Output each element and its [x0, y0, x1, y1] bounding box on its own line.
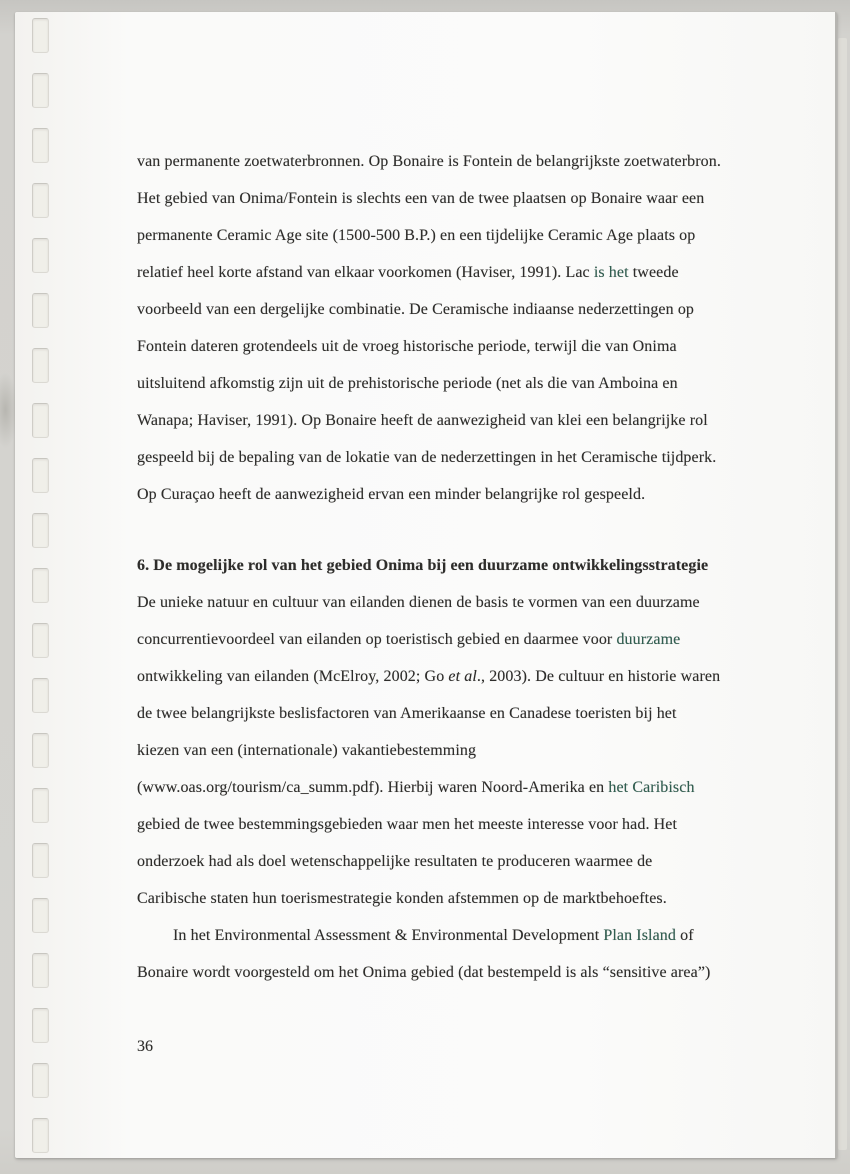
- text-segment: In het Environmental Assessment & Environmental Development: [173, 927, 604, 944]
- text-segment: ontwikkeling van eilanden (McElroy, 2002; Go: [137, 668, 449, 685]
- text-line: [137, 584, 737, 621]
- text-segment: et al: [448, 668, 477, 685]
- binding-hole: [32, 513, 49, 548]
- binding-hole: [32, 733, 49, 768]
- paragraph-sustainable-development: [137, 584, 737, 991]
- text-line: [137, 180, 737, 217]
- text-segment: Op Curaçao heeft de aanwezigheid ervan een minder belangrijke rol gespeeld.: [137, 486, 646, 503]
- page-text: [137, 143, 737, 991]
- paragraph-settlements: [137, 143, 737, 513]
- text-segment: Bonaire wordt voorgesteld om het Onima gebied (dat bestempeld is als “sensitive area”): [137, 964, 711, 981]
- text-segment: Wanapa; Haviser, 1991). Op Bonaire heeft de aanwezigheid van klei een belangrijke rol: [137, 412, 708, 429]
- binding-hole: [32, 623, 49, 658]
- page-number: 36: [137, 1038, 153, 1055]
- text-line: [137, 439, 737, 476]
- text-line: [137, 365, 737, 402]
- section-heading: [137, 547, 737, 584]
- text-segment: onderzoek had als doel wetenschappelijke resultaten te produceren waarmee de: [137, 853, 653, 870]
- text-segment: permanente Ceramic Age site (1500-500 B.P.) en een tijdelijke Ceramic Age plaats op: [137, 227, 696, 244]
- binding-hole: [32, 458, 49, 493]
- binding-hole: [32, 348, 49, 383]
- text-segment: ., 2003). De cultuur en historie waren: [476, 668, 721, 685]
- scan-tinted-text: duurzame: [616, 631, 681, 648]
- text-line: [137, 658, 737, 695]
- binding-hole: [32, 18, 49, 53]
- text-segment: concurrentievoordeel van eilanden op toeristisch gebied en daarmee voor: [137, 631, 617, 648]
- binding-hole: [32, 73, 49, 108]
- text-line: [137, 476, 737, 513]
- text-line: [137, 843, 737, 880]
- text-segment: 6. De mogelijke rol van het gebied Onima bij een duurzame ontwikkelingsstrategie: [137, 557, 709, 574]
- binding-holes: [15, 12, 75, 1158]
- binding-hole: [32, 293, 49, 328]
- binding-hole: [32, 1063, 49, 1098]
- scan-tinted-text: het Caribisch: [608, 779, 695, 796]
- text-line: [137, 621, 737, 658]
- text-line: [137, 547, 737, 584]
- text-segment: Het gebied van Onima/Fontein is slechts een van de twee plaatsen op Bonaire waar een: [137, 190, 705, 207]
- text-segment: gebied de twee bestemmingsgebieden waar men het meeste interesse voor had. Het: [137, 816, 678, 833]
- text-segment: de twee belangrijkste beslisfactoren van Amerikaanse en Canadese toeristen bij het: [137, 705, 677, 722]
- binding-hole: [32, 953, 49, 988]
- text-segment: Caribische staten hun toerismestrategie konden afstemmen op de marktbehoeftes.: [137, 890, 667, 907]
- binding-hole: [32, 238, 49, 273]
- text-line: [137, 402, 737, 439]
- binding-hole: [32, 568, 49, 603]
- text-line: [137, 217, 737, 254]
- binding-hole: [32, 1118, 49, 1153]
- text-segment: Fontein dateren grotendeels uit de vroeg historische periode, terwijl die van Onima: [137, 338, 677, 355]
- text-line: [137, 143, 737, 180]
- binding-hole: [32, 128, 49, 163]
- text-segment: kiezen van een (internationale) vakantiebestemming: [137, 742, 477, 759]
- text-segment: gespeeld bij de bepaling van de lokatie van de nederzettingen in het Ceramische tijdperk.: [137, 449, 717, 466]
- text-segment: tweede: [628, 264, 679, 281]
- text-line: [137, 806, 737, 843]
- text-segment: voorbeeld van een dergelijke combinatie. De Ceramische indiaanse nederzettingen op: [137, 301, 695, 318]
- text-line: [137, 328, 737, 365]
- binding-hole: [32, 843, 49, 878]
- text-segment: De unieke natuur en cultuur van eilanden dienen de basis te vormen van een duurzame: [137, 594, 700, 611]
- text-segment: uitsluitend afkomstig zijn uit de prehistorische periode (net als die van Amboina en: [137, 375, 678, 392]
- scan-tinted-text: Plan Island: [603, 927, 677, 944]
- text-line: [137, 769, 737, 806]
- text-segment: van permanente zoetwaterbronnen. Op Bonaire is Fontein de belangrijkste zoetwaterbron.: [137, 153, 721, 170]
- scan-tinted-text: is het: [593, 264, 629, 281]
- text-line: [137, 917, 737, 954]
- text-line: [137, 695, 737, 732]
- text-line: [137, 880, 737, 917]
- page-edge-highlight: [838, 38, 847, 1150]
- binding-hole: [32, 1008, 49, 1043]
- binding-hole: [32, 788, 49, 823]
- binding-hole: [32, 403, 49, 438]
- text-line: [137, 254, 737, 291]
- binding-hole: [32, 898, 49, 933]
- text-line: [137, 954, 737, 991]
- binding-hole: [32, 678, 49, 713]
- text-segment: relatief heel korte afstand van elkaar voorkomen (Haviser, 1991). Lac: [137, 264, 594, 281]
- binding-hole: [32, 183, 49, 218]
- document-page: [15, 12, 837, 1158]
- text-segment: (www.oas.org/tourism/ca_summ.pdf). Hierbij waren Noord-Amerika en: [137, 779, 609, 796]
- text-line: [137, 732, 737, 769]
- text-line: [137, 291, 737, 328]
- text-segment: of: [676, 927, 694, 944]
